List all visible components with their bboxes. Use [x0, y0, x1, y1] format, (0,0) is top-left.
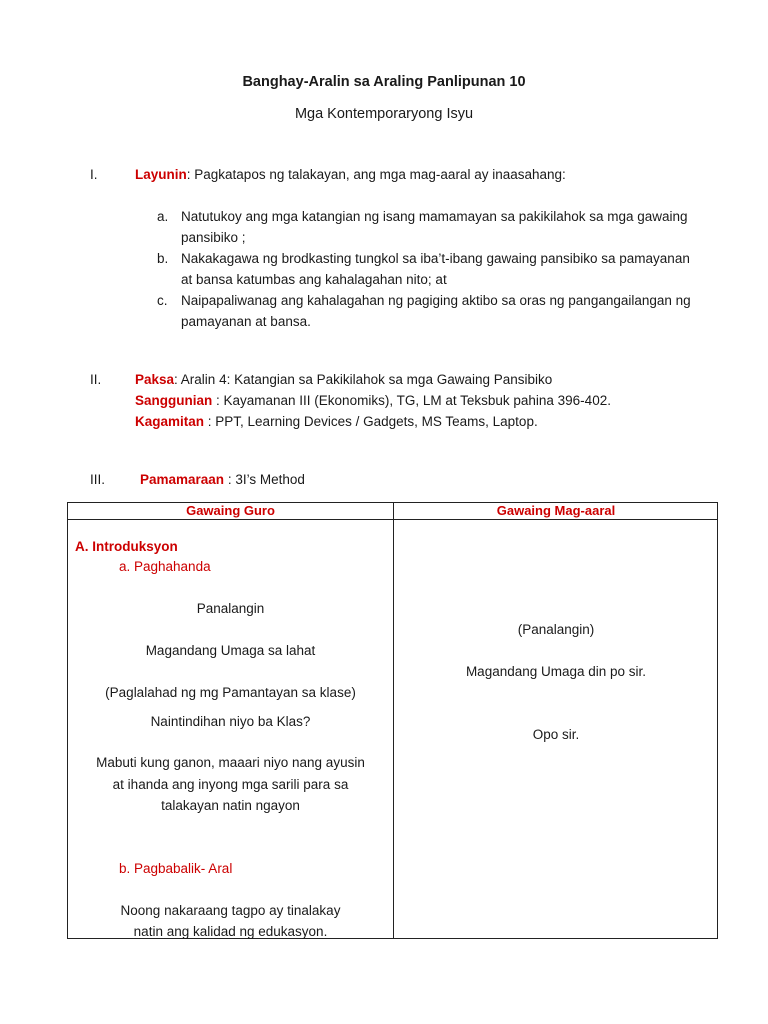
objective-marker-a: a.	[157, 209, 169, 224]
mag-aaral-panalangin: (Panalangin)	[517, 622, 595, 637]
pamamaraan-text: : 3I’s Method	[224, 472, 305, 487]
kagamitan-text: : PPT, Learning Devices / Gadgets, MS Teams, Laptop.	[204, 414, 538, 429]
guro-pamantayan: (Paglalahad ng mg Pamantayan sa klase)	[105, 685, 356, 700]
section-1-line	[135, 164, 566, 185]
table-column-divider	[393, 503, 394, 938]
document-subtitle: Mga Kontemporaryong Isyu	[294, 106, 474, 122]
guro-noong-line-2: natin ang kalidad ng edukasyon.	[133, 924, 328, 939]
sub-b-heading: b. Pagbabalik- Aral	[119, 861, 233, 876]
section-1-numeral: I.	[90, 167, 98, 182]
sub-a-heading: a. Paghahanda	[119, 559, 211, 574]
table-header-divider	[68, 519, 717, 520]
objective-marker-b: b.	[157, 251, 169, 266]
pamamaraan-line	[140, 469, 305, 490]
paksa-text: : Aralin 4: Katangian sa Pakikilahok sa mga Gawaing Pansibiko	[174, 372, 553, 387]
objective-text-a: Natutukoy ang mga katangian ng isang mamamayan sa pakikilahok sa mga gawaing pansibiko ;	[181, 209, 688, 245]
header-gawaing-mag-aaral: Gawaing Mag-aaral	[496, 503, 616, 518]
objective-text-c: Naipapaliwanag ang kahalagahan ng pagiging aktibo sa oras ng pangangailangan ng pamayanan at bansa.	[181, 293, 691, 329]
section-2-numeral: II.	[90, 372, 102, 387]
guro-noong-line-1: Noong nakaraang tagpo ay tinalakay	[120, 903, 341, 918]
kagamitan-line	[135, 411, 538, 432]
section-3-numeral: III.	[90, 472, 106, 487]
header-gawaing-guro: Gawaing Guro	[186, 503, 275, 518]
part-a-heading: A. Introduksyon	[75, 539, 178, 554]
sanggunian-label: Sanggunian	[135, 393, 213, 408]
sanggunian-text: : Kayamanan III (Ekonomiks), TG, LM at Teksbuk pahina 396-402.	[212, 393, 611, 408]
mag-aaral-opo: Opo sir.	[532, 727, 580, 742]
objective-text-b: Nakakagawa ng brodkasting tungkol sa iba’t-ibang gawaing pansibiko sa pamayanan at bansa katumbas ang kahalagahan nito; at	[181, 251, 690, 287]
sanggunian-line	[135, 390, 611, 411]
layunin-label: Layunin	[135, 167, 187, 182]
guro-mabuti-line-3: talakayan natin ngayon	[161, 798, 300, 813]
document-title: Banghay-Aralin sa Araling Panlipunan 10	[242, 74, 526, 90]
guro-panalangin: Panalangin	[196, 601, 265, 616]
layunin-text: : Pagkatapos ng talakayan, ang mga mag-aaral ay inaasahang:	[186, 167, 566, 182]
mag-aaral-umaga: Magandang Umaga din po sir.	[465, 664, 647, 679]
pamamaraan-label: Pamamaraan	[140, 472, 225, 487]
lesson-table	[67, 502, 718, 939]
guro-mabuti-line-1: Mabuti kung ganon, maaari niyo nang ayusin	[96, 755, 365, 770]
kagamitan-label: Kagamitan	[135, 414, 205, 429]
paksa-label: Paksa	[135, 372, 175, 387]
guro-naintindihan: Naintindihan niyo ba Klas?	[150, 714, 311, 729]
guro-umaga: Magandang Umaga sa lahat	[145, 643, 316, 658]
paksa-line	[135, 369, 552, 390]
guro-mabuti-line-2: at ihanda ang inyong mga sarili para sa	[112, 777, 349, 792]
objective-marker-c: c.	[157, 293, 168, 308]
